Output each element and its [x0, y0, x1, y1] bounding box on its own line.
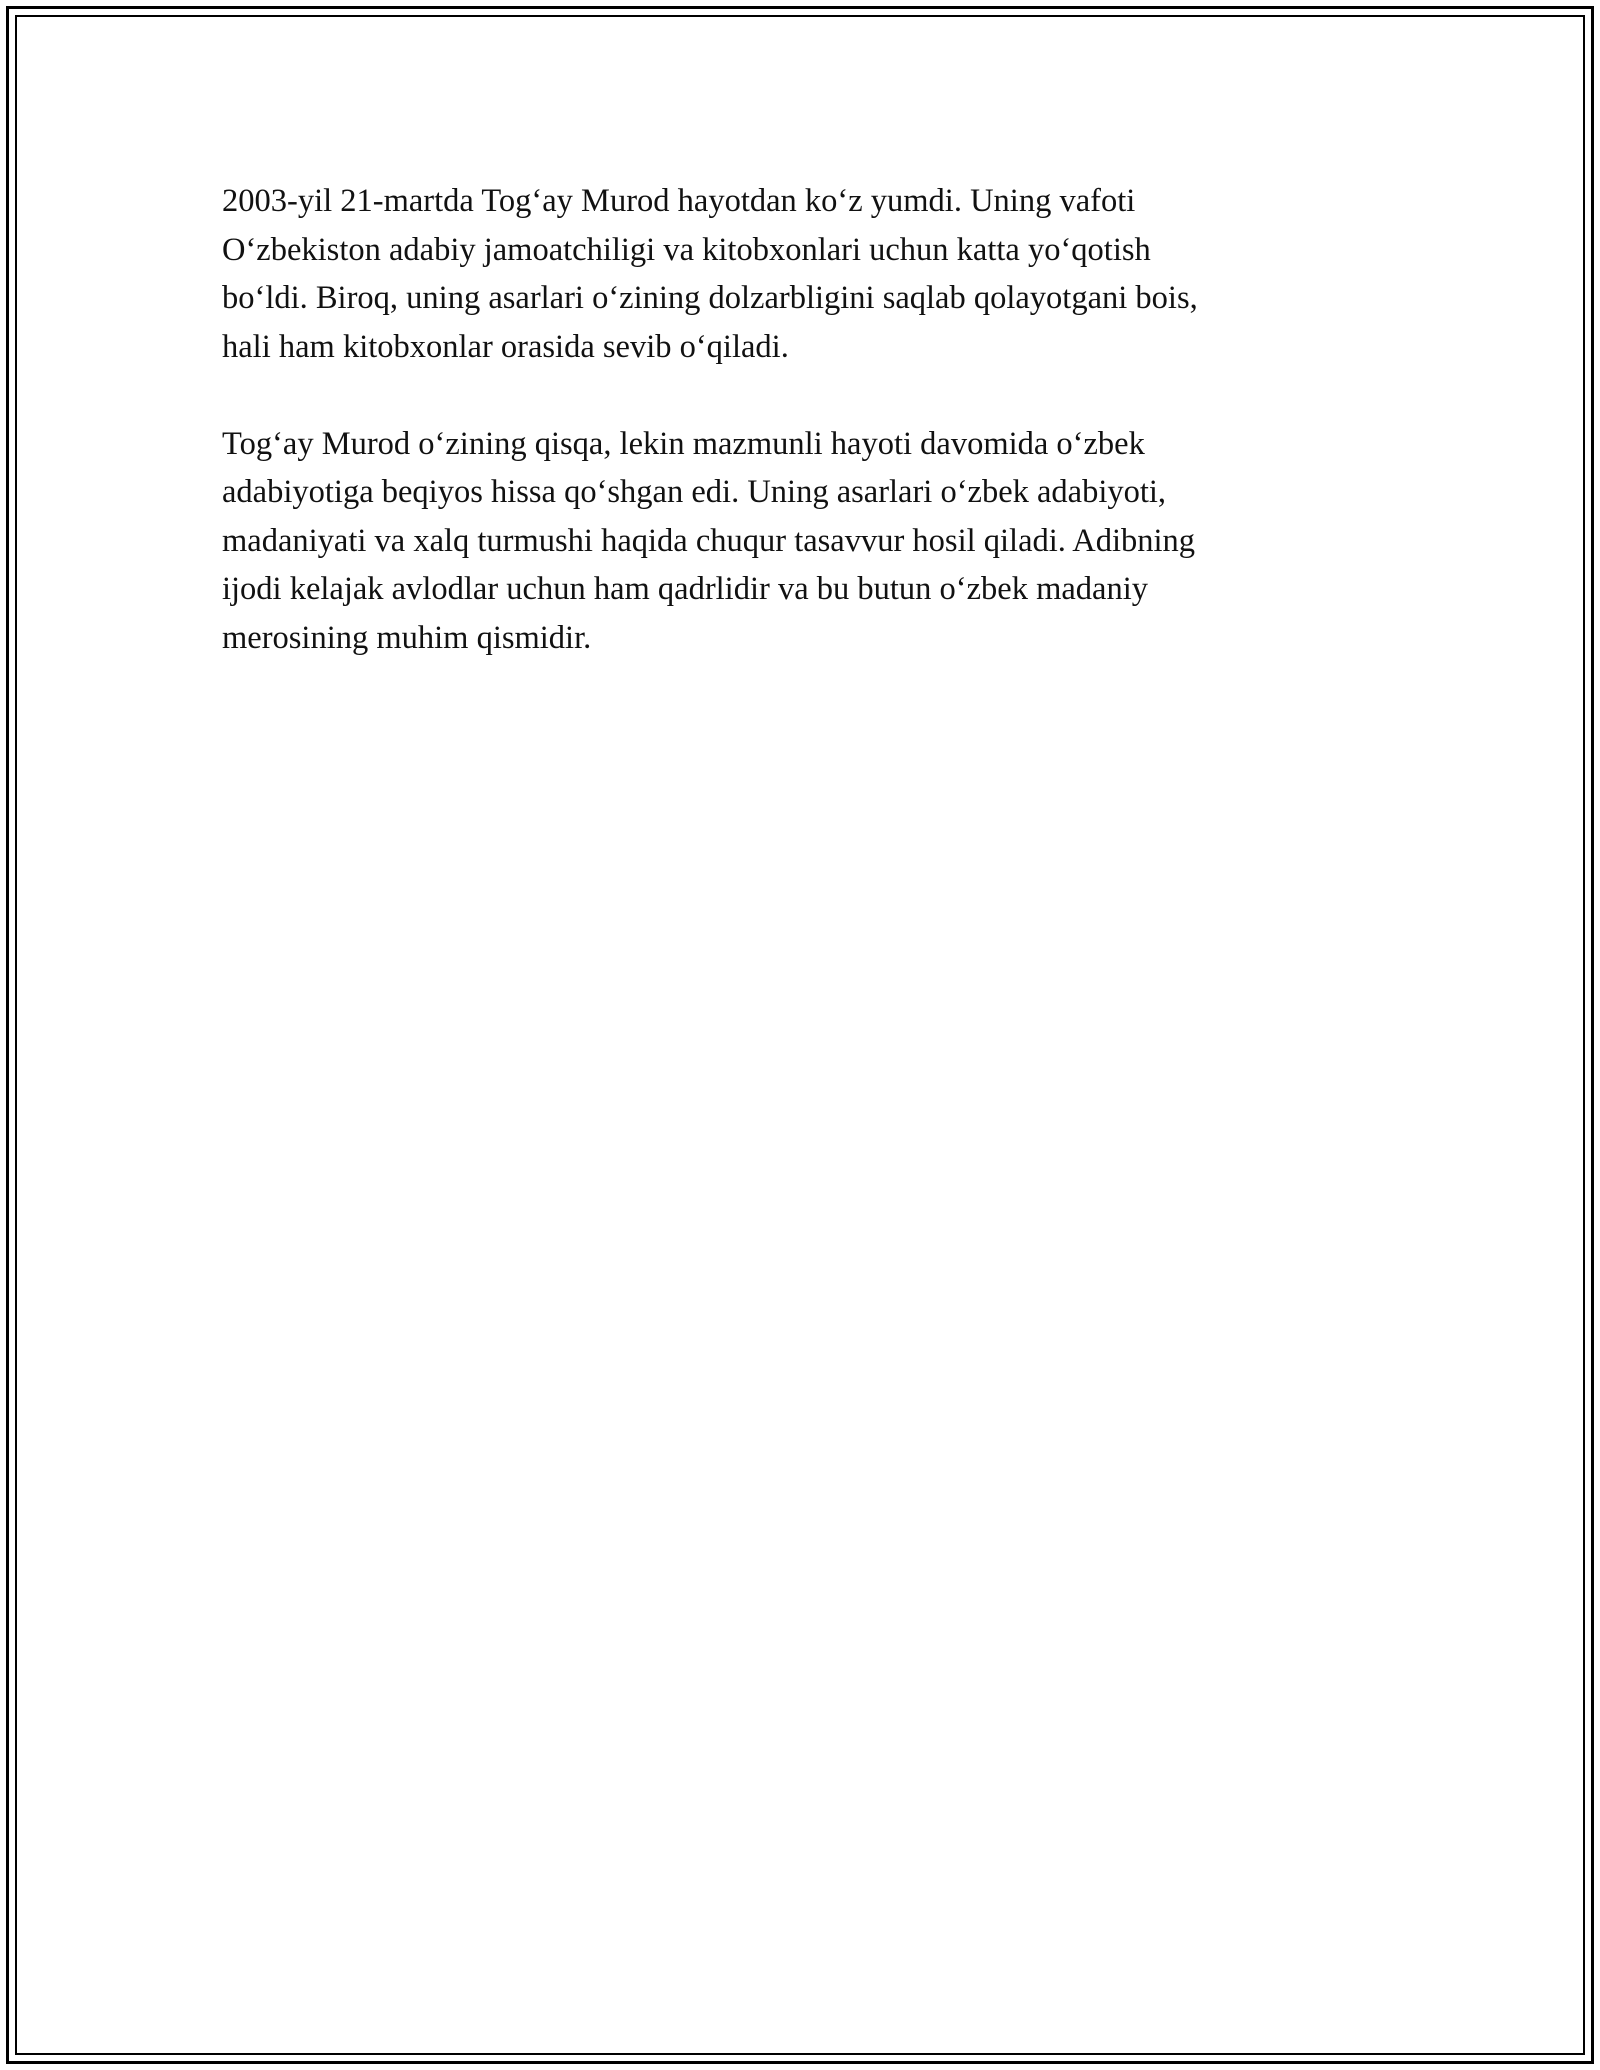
- paragraph-1: [222, 177, 1362, 371]
- paragraph-line: madaniyati va xalq turmushi haqida chuqur tasavvur hosil qiladi. Adibning: [222, 522, 1196, 559]
- paragraph-2: [222, 420, 1362, 663]
- paragraph-line: ijodi kelajak avlodlar uchun ham qadrlidir va bu butun o‘zbek madaniy: [222, 571, 1148, 607]
- paragraph-line: hali ham kitobxonlar orasida sevib o‘qiladi.: [222, 328, 789, 365]
- paragraph-line: O‘zbekiston adabiy jamoatchiligi va kitobxonlari uchun katta yo‘qotish: [222, 231, 1151, 268]
- paragraph-line: 2003-yil 21-martda Tog‘ay Murod hayotdan ko‘z yumdi. Uning vafoti: [222, 183, 1136, 219]
- paragraph-line: bo‘ldi. Biroq, uning asarlari o‘zining dolzarbligini saqlab qolayotgani bois,: [222, 280, 1198, 316]
- paragraph-line: merosining muhim qismidir.: [222, 619, 592, 656]
- paragraph-line: Tog‘ay Murod o‘zining qisqa, lekin mazmunli hayoti davomida o‘zbek: [222, 425, 1145, 462]
- document-body: [222, 177, 1362, 711]
- paragraph-line: adabiyotiga beqiyos hissa qo‘shgan edi. Uning asarlari o‘zbek adabiyoti,: [222, 474, 1167, 510]
